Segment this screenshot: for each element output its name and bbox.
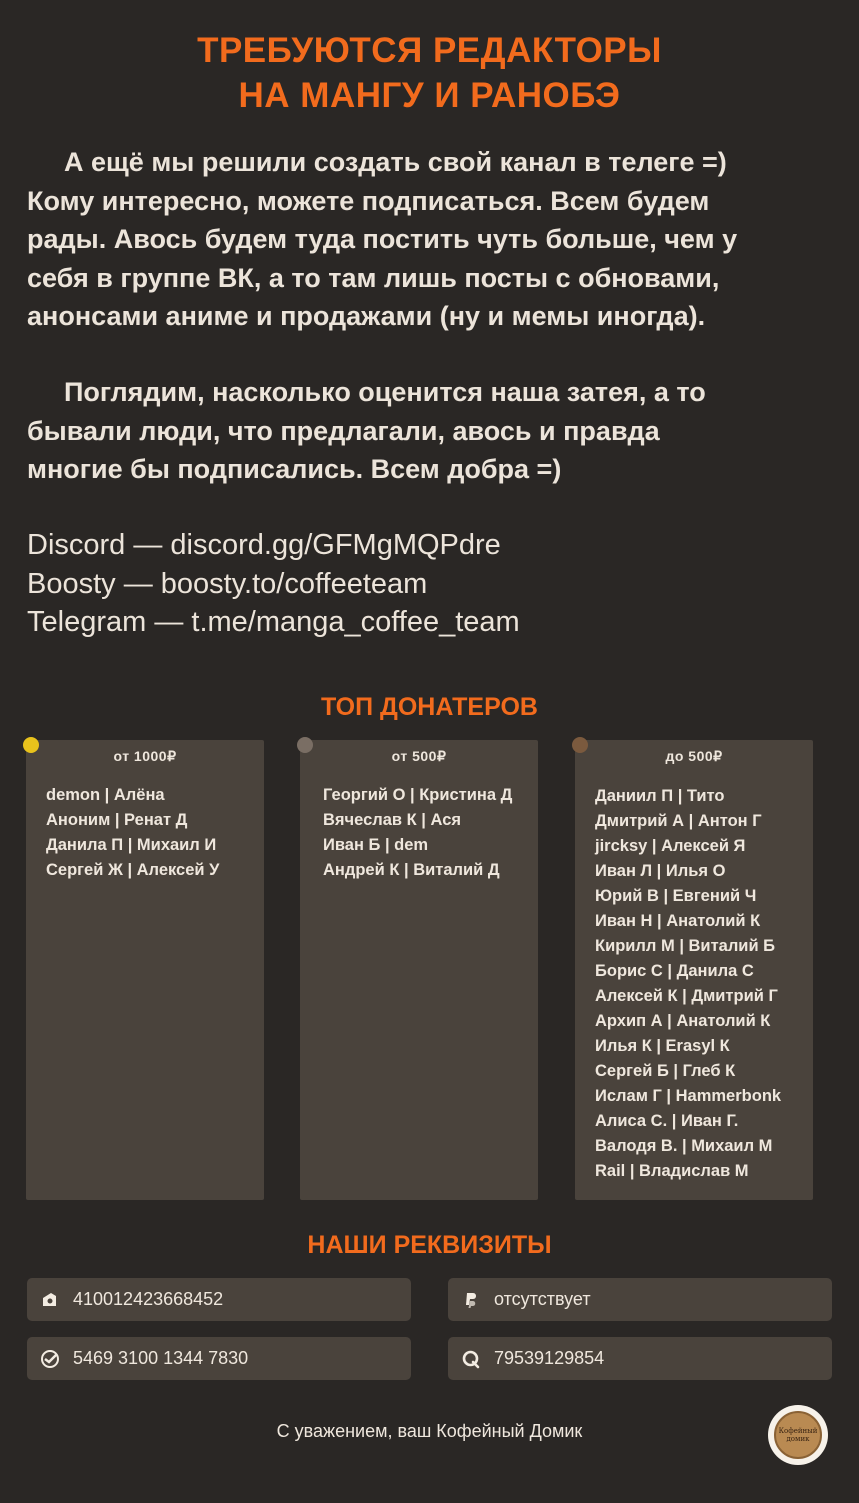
sberbank-requisite[interactable] bbox=[27, 1337, 411, 1380]
list-item: Аноним | Ренат Д bbox=[46, 811, 188, 829]
yoomoney-requisite[interactable] bbox=[27, 1278, 411, 1321]
list-item: Ислам Г | Hammerbonk bbox=[595, 1087, 782, 1105]
list-item: Алексей К | Дмитрий Г bbox=[595, 987, 778, 1005]
boosty-link[interactable]: Boosty — boosty.to/coffeeteam bbox=[27, 567, 428, 600]
donor-column-under-500 bbox=[575, 740, 813, 1200]
list-item: Андрей К | Виталий Д bbox=[323, 861, 500, 879]
social-links bbox=[27, 526, 837, 642]
list-item: Илья К | Erasyl К bbox=[595, 1037, 730, 1055]
intro-line: А ещё мы решили создать свой канал в телеге =) bbox=[64, 147, 727, 177]
donor-column-1000 bbox=[26, 740, 264, 1200]
list-item: Георгий О | Кристина Д bbox=[323, 786, 513, 804]
telegram-link[interactable]: Telegram — t.me/manga_coffee_team bbox=[27, 606, 520, 638]
paypal-requisite[interactable] bbox=[448, 1278, 832, 1321]
intro-line: анонсами аниме и продажами (ну и мемы иногда). bbox=[27, 301, 706, 331]
list-item: Борис С | Данила С bbox=[595, 962, 754, 980]
list-item: Юрий В | Евгений Ч bbox=[595, 887, 757, 905]
footer-signature: С уважением, ваш Кофейный Домик bbox=[276, 1421, 583, 1441]
list-item: Валодя В. | Михаил М bbox=[595, 1137, 773, 1155]
intro-line: Кому интересно, можете подписаться. Всем будем bbox=[27, 185, 710, 216]
donor-list bbox=[323, 783, 532, 883]
requisite-value: 5469 3100 1344 7830 bbox=[73, 1348, 249, 1368]
list-item: Иван Н | Анатолий К bbox=[595, 912, 761, 930]
intro-line: Поглядим, насколько оценится наша затея, а то bbox=[64, 377, 706, 407]
title-line-1: ТРЕБУЮТСЯ РЕДАКТОРЫ bbox=[197, 31, 662, 70]
qiwi-icon bbox=[460, 1348, 482, 1370]
intro-paragraph-2 bbox=[27, 373, 837, 489]
donor-list bbox=[595, 784, 807, 1184]
list-item: Вячеслав К | Ася bbox=[323, 811, 462, 829]
donor-column-header: от 1000₽ bbox=[113, 748, 177, 764]
list-item: jircksy | Алексей Я bbox=[595, 837, 746, 855]
logo-emblem: Кофейный домик bbox=[774, 1411, 822, 1459]
donors-section-title: ТОП ДОНАТЕРОВ bbox=[321, 693, 538, 721]
intro-paragraph-1 bbox=[27, 143, 837, 336]
requisite-value: 79539129854 bbox=[494, 1348, 605, 1368]
list-item: demon | Алёна bbox=[46, 786, 165, 804]
list-item: Сергей Ж | Алексей У bbox=[46, 861, 220, 879]
list-item: Данила П | Михаил И bbox=[46, 836, 217, 854]
yoomoney-icon bbox=[39, 1289, 61, 1311]
list-item: Даниил П | Тито bbox=[595, 787, 725, 805]
list-item: Иван Л | Илья О bbox=[595, 862, 726, 880]
paypal-icon bbox=[460, 1289, 482, 1311]
donor-column-header: до 500₽ bbox=[665, 748, 723, 764]
title-line-2: НА МАНГУ И РАНОБЭ bbox=[238, 76, 621, 115]
list-item: Архип А | Анатолий К bbox=[595, 1012, 771, 1030]
intro-line: рады. Авось будем туда постить чуть больше, чем у bbox=[27, 224, 738, 254]
list-item: Сергей Б | Глеб К bbox=[595, 1062, 736, 1080]
requisites-section-title: НАШИ РЕКВИЗИТЫ bbox=[307, 1231, 552, 1259]
discord-link[interactable]: Discord — discord.gg/GFMgMQPdre bbox=[27, 529, 501, 561]
requisite-value: отсутствует bbox=[494, 1289, 591, 1309]
list-item: Алиса С. | Иван Г. bbox=[595, 1112, 739, 1130]
donor-column-500 bbox=[300, 740, 538, 1200]
qiwi-requisite[interactable] bbox=[448, 1337, 832, 1380]
list-item: Кирилл М | Виталий Б bbox=[595, 937, 776, 955]
intro-line: бывали люди, что предлагали, авось и правда bbox=[27, 415, 660, 446]
page-title bbox=[0, 28, 859, 118]
requisite-value: 410012423668452 bbox=[73, 1289, 224, 1309]
donor-list bbox=[46, 783, 258, 883]
list-item: Иван Б | dem bbox=[323, 836, 429, 854]
intro-line: многие бы подписались. Всем добра =) bbox=[27, 454, 562, 484]
list-item: Rail | Владислав М bbox=[595, 1162, 749, 1180]
intro-line: себя в группе ВК, а то там лишь посты с обновами, bbox=[27, 262, 720, 293]
coffee-house-logo bbox=[768, 1405, 828, 1465]
donor-column-header: от 500₽ bbox=[391, 748, 447, 764]
list-item: Дмитрий А | Антон Г bbox=[595, 812, 762, 830]
sberbank-icon bbox=[39, 1348, 61, 1370]
